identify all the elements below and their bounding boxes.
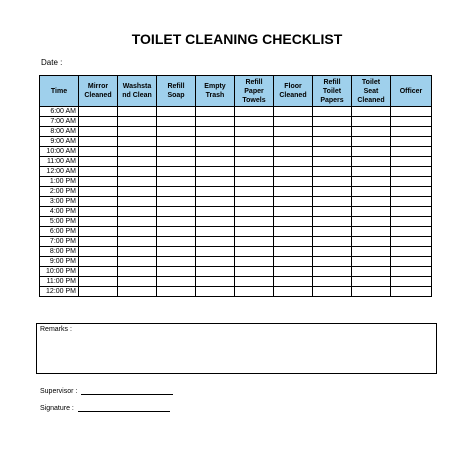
check-cell[interactable] — [79, 287, 118, 297]
table-row — [40, 227, 432, 237]
check-cell[interactable] — [118, 197, 157, 207]
check-cell[interactable] — [313, 117, 352, 127]
check-cell[interactable] — [79, 127, 118, 137]
check-cell[interactable] — [352, 127, 391, 137]
check-cell[interactable] — [196, 167, 235, 177]
check-cell[interactable] — [196, 217, 235, 227]
check-cell[interactable] — [118, 187, 157, 197]
time-cell: 10:00 AM — [40, 147, 79, 157]
check-cell[interactable] — [313, 277, 352, 287]
check-cell[interactable] — [196, 257, 235, 267]
check-cell[interactable] — [235, 117, 274, 127]
check-cell[interactable] — [157, 177, 196, 187]
table-row — [40, 247, 432, 257]
check-cell[interactable] — [196, 267, 235, 277]
check-cell[interactable] — [274, 187, 313, 197]
check-cell[interactable] — [118, 287, 157, 297]
check-cell[interactable] — [79, 187, 118, 197]
check-cell[interactable] — [391, 147, 432, 157]
check-cell[interactable] — [196, 287, 235, 297]
check-cell[interactable] — [352, 207, 391, 217]
time-cell: 12:00 PM — [40, 287, 79, 297]
page-title: TOILET CLEANING CHECKLIST — [131, 31, 343, 47]
check-cell[interactable] — [118, 167, 157, 177]
check-cell[interactable] — [196, 127, 235, 137]
check-cell[interactable] — [352, 107, 391, 117]
check-cell[interactable] — [196, 147, 235, 157]
table-row — [40, 187, 432, 197]
check-cell[interactable] — [79, 237, 118, 247]
check-cell[interactable] — [352, 177, 391, 187]
supervisor-blank[interactable] — [81, 386, 173, 395]
table-row — [40, 237, 432, 247]
check-cell[interactable] — [274, 257, 313, 267]
check-cell[interactable] — [235, 217, 274, 227]
check-cell[interactable] — [352, 277, 391, 287]
column-header: Time — [40, 76, 79, 107]
check-cell[interactable] — [274, 287, 313, 297]
column-header: Toilet Seat Cleaned — [352, 76, 391, 107]
check-cell[interactable] — [391, 137, 432, 147]
check-cell[interactable] — [79, 247, 118, 257]
check-cell[interactable] — [391, 217, 432, 227]
check-cell[interactable] — [235, 127, 274, 137]
time-cell: 4:00 PM — [40, 207, 79, 217]
check-cell[interactable] — [157, 127, 196, 137]
check-cell[interactable] — [235, 177, 274, 187]
remarks-box[interactable] — [36, 323, 437, 374]
column-header: Floor Cleaned — [274, 76, 313, 107]
signature-label: Signature : — [40, 405, 74, 412]
check-cell[interactable] — [157, 257, 196, 267]
time-cell: 6:00 PM — [40, 227, 79, 237]
check-cell[interactable] — [118, 117, 157, 127]
column-header: Refill Soap — [157, 76, 196, 107]
check-cell[interactable] — [274, 267, 313, 277]
check-cell[interactable] — [313, 207, 352, 217]
check-cell[interactable] — [235, 277, 274, 287]
check-cell[interactable] — [352, 147, 391, 157]
check-cell[interactable] — [313, 247, 352, 257]
check-cell[interactable] — [79, 257, 118, 267]
check-cell[interactable] — [157, 137, 196, 147]
check-cell[interactable] — [274, 157, 313, 167]
check-cell[interactable] — [313, 237, 352, 247]
check-cell[interactable] — [352, 167, 391, 177]
check-cell[interactable] — [79, 197, 118, 207]
check-cell[interactable] — [235, 157, 274, 167]
check-cell[interactable] — [274, 127, 313, 137]
check-cell[interactable] — [118, 277, 157, 287]
table-row — [40, 267, 432, 277]
check-cell[interactable] — [157, 247, 196, 257]
check-cell[interactable] — [118, 227, 157, 237]
check-cell[interactable] — [118, 267, 157, 277]
check-cell[interactable] — [274, 167, 313, 177]
table-row — [40, 127, 432, 137]
check-cell[interactable] — [79, 157, 118, 167]
check-cell[interactable] — [391, 177, 432, 187]
check-cell[interactable] — [118, 127, 157, 137]
check-cell[interactable] — [157, 287, 196, 297]
check-cell[interactable] — [157, 147, 196, 157]
check-cell[interactable] — [235, 187, 274, 197]
check-cell[interactable] — [79, 147, 118, 157]
check-cell[interactable] — [79, 137, 118, 147]
table-row — [40, 107, 432, 117]
check-cell[interactable] — [313, 197, 352, 207]
check-cell[interactable] — [352, 237, 391, 247]
check-cell[interactable] — [313, 107, 352, 117]
check-cell[interactable] — [313, 147, 352, 157]
check-cell[interactable] — [157, 187, 196, 197]
check-cell[interactable] — [235, 287, 274, 297]
check-cell[interactable] — [313, 187, 352, 197]
check-cell[interactable] — [235, 257, 274, 267]
check-cell[interactable] — [118, 157, 157, 167]
check-cell[interactable] — [118, 257, 157, 267]
check-cell[interactable] — [352, 217, 391, 227]
check-cell[interactable] — [274, 227, 313, 237]
column-header: Empty Trash — [196, 76, 235, 107]
check-cell[interactable] — [352, 287, 391, 297]
check-cell[interactable] — [196, 117, 235, 127]
time-cell: 6:00 AM — [40, 107, 79, 117]
check-cell[interactable] — [79, 177, 118, 187]
check-cell[interactable] — [196, 107, 235, 117]
check-cell[interactable] — [196, 197, 235, 207]
check-cell[interactable] — [391, 237, 432, 247]
check-cell[interactable] — [391, 167, 432, 177]
check-cell[interactable] — [274, 117, 313, 127]
check-cell[interactable] — [235, 167, 274, 177]
column-header: Officer — [391, 76, 432, 107]
time-cell: 7:00 PM — [40, 237, 79, 247]
table-row — [40, 177, 432, 187]
check-cell[interactable] — [274, 107, 313, 117]
check-cell[interactable] — [235, 147, 274, 157]
column-header: Refill Paper Towels — [235, 76, 274, 107]
check-cell[interactable] — [157, 157, 196, 167]
table-row — [40, 207, 432, 217]
check-cell[interactable] — [274, 237, 313, 247]
check-cell[interactable] — [391, 127, 432, 137]
check-cell[interactable] — [274, 177, 313, 187]
check-cell[interactable] — [157, 227, 196, 237]
check-cell[interactable] — [352, 187, 391, 197]
check-cell[interactable] — [79, 277, 118, 287]
check-cell[interactable] — [391, 227, 432, 237]
check-cell[interactable] — [157, 167, 196, 177]
check-cell[interactable] — [352, 257, 391, 267]
check-cell[interactable] — [235, 207, 274, 217]
time-cell: 12:00 AM — [40, 167, 79, 177]
check-cell[interactable] — [196, 157, 235, 167]
check-cell[interactable] — [118, 207, 157, 217]
check-cell[interactable] — [391, 197, 432, 207]
time-cell: 9:00 PM — [40, 257, 79, 267]
check-cell[interactable] — [118, 107, 157, 117]
time-cell: 9:00 AM — [40, 137, 79, 147]
check-cell[interactable] — [235, 137, 274, 147]
check-cell[interactable] — [274, 217, 313, 227]
check-cell[interactable] — [274, 137, 313, 147]
time-cell: 3:00 PM — [40, 197, 79, 207]
supervisor-label: Supervisor : — [40, 388, 78, 395]
time-cell: 11:00 PM — [40, 277, 79, 287]
check-cell[interactable] — [391, 267, 432, 277]
check-cell[interactable] — [118, 217, 157, 227]
check-cell[interactable] — [118, 177, 157, 187]
table-row — [40, 217, 432, 227]
column-header: Washsta nd Clean — [118, 76, 157, 107]
check-cell[interactable] — [157, 107, 196, 117]
table-row — [40, 257, 432, 267]
check-cell[interactable] — [235, 197, 274, 207]
check-cell[interactable] — [79, 207, 118, 217]
check-cell[interactable] — [391, 117, 432, 127]
check-cell[interactable] — [391, 207, 432, 217]
check-cell[interactable] — [313, 217, 352, 227]
check-cell[interactable] — [235, 107, 274, 117]
table-row — [40, 287, 432, 297]
time-cell: 2:00 PM — [40, 187, 79, 197]
date-label: Date : — [41, 58, 63, 67]
check-cell[interactable] — [196, 137, 235, 147]
table-row — [40, 117, 432, 127]
check-cell[interactable] — [196, 277, 235, 287]
check-cell[interactable] — [274, 247, 313, 257]
time-cell: 5:00 PM — [40, 217, 79, 227]
check-cell[interactable] — [391, 247, 432, 257]
check-cell[interactable] — [313, 177, 352, 187]
check-cell[interactable] — [313, 227, 352, 237]
check-cell[interactable] — [196, 227, 235, 237]
signature-blank[interactable] — [78, 403, 170, 412]
check-cell[interactable] — [313, 137, 352, 147]
check-cell[interactable] — [313, 267, 352, 277]
check-cell[interactable] — [118, 247, 157, 257]
time-cell: 11:00 AM — [40, 157, 79, 167]
check-cell[interactable] — [235, 247, 274, 257]
check-cell[interactable] — [79, 217, 118, 227]
check-cell[interactable] — [235, 227, 274, 237]
check-cell[interactable] — [352, 227, 391, 237]
check-cell[interactable] — [157, 217, 196, 227]
check-cell[interactable] — [352, 117, 391, 127]
column-header: Mirror Cleaned — [79, 76, 118, 107]
check-cell[interactable] — [157, 207, 196, 217]
check-cell[interactable] — [352, 197, 391, 207]
time-cell: 8:00 AM — [40, 127, 79, 137]
check-cell[interactable] — [352, 157, 391, 167]
header-row — [40, 76, 432, 107]
time-cell: 8:00 PM — [40, 247, 79, 257]
check-cell[interactable] — [313, 167, 352, 177]
check-cell[interactable] — [391, 257, 432, 267]
checklist-table — [39, 75, 432, 297]
check-cell[interactable] — [157, 117, 196, 127]
check-cell[interactable] — [118, 237, 157, 247]
check-cell[interactable] — [118, 137, 157, 147]
check-cell[interactable] — [391, 287, 432, 297]
check-cell[interactable] — [196, 207, 235, 217]
check-cell[interactable] — [391, 157, 432, 167]
check-cell[interactable] — [157, 277, 196, 287]
check-cell[interactable] — [313, 287, 352, 297]
check-cell[interactable] — [274, 207, 313, 217]
column-header: Refill Toilet Papers — [313, 76, 352, 107]
check-cell[interactable] — [157, 267, 196, 277]
check-cell[interactable] — [157, 197, 196, 207]
check-cell[interactable] — [235, 237, 274, 247]
check-cell[interactable] — [157, 237, 196, 247]
check-cell[interactable] — [196, 187, 235, 197]
check-cell[interactable] — [391, 107, 432, 117]
check-cell[interactable] — [196, 177, 235, 187]
supervisor-line — [40, 386, 173, 395]
remarks-label: Remarks : — [40, 326, 72, 333]
check-cell[interactable] — [313, 257, 352, 267]
time-cell: 10:00 PM — [40, 267, 79, 277]
table-row — [40, 147, 432, 157]
time-cell: 1:00 PM — [40, 177, 79, 187]
check-cell[interactable] — [352, 137, 391, 147]
check-cell[interactable] — [391, 277, 432, 287]
check-cell[interactable] — [313, 127, 352, 137]
check-cell[interactable] — [79, 227, 118, 237]
table-row — [40, 277, 432, 287]
check-cell[interactable] — [274, 197, 313, 207]
table-body — [40, 107, 432, 297]
check-cell[interactable] — [313, 157, 352, 167]
check-cell[interactable] — [274, 277, 313, 287]
check-cell[interactable] — [79, 117, 118, 127]
check-cell[interactable] — [79, 167, 118, 177]
check-cell[interactable] — [274, 147, 313, 157]
check-cell[interactable] — [235, 267, 274, 277]
table-row — [40, 137, 432, 147]
check-cell[interactable] — [79, 107, 118, 117]
signature-line — [40, 403, 170, 412]
check-cell[interactable] — [79, 267, 118, 277]
table-row — [40, 167, 432, 177]
check-cell[interactable] — [352, 247, 391, 257]
table-row — [40, 157, 432, 167]
check-cell[interactable] — [196, 237, 235, 247]
table-row — [40, 197, 432, 207]
check-cell[interactable] — [352, 267, 391, 277]
check-cell[interactable] — [196, 247, 235, 257]
time-cell: 7:00 AM — [40, 117, 79, 127]
check-cell[interactable] — [118, 147, 157, 157]
check-cell[interactable] — [391, 187, 432, 197]
